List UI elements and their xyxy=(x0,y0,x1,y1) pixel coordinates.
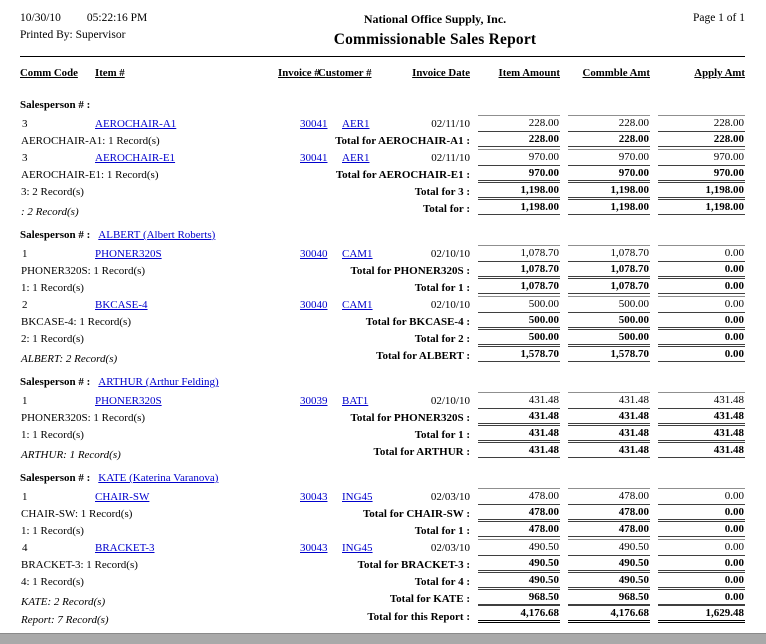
record-count-label: 4: 1 Record(s) xyxy=(21,576,84,588)
subtotal-row xyxy=(20,571,745,588)
amount-value: 228.00 xyxy=(658,131,745,147)
customer-link[interactable]: CAM1 xyxy=(342,248,373,260)
amount-value: 431.48 xyxy=(568,392,650,407)
total-label: Total for ARTHUR : xyxy=(373,446,470,458)
company-name: National Office Supply, Inc. xyxy=(363,12,507,26)
amount-value: 431.48 xyxy=(658,408,745,424)
subtotal-row xyxy=(20,328,745,345)
header-divider xyxy=(20,56,745,57)
amount-value: 500.00 xyxy=(478,329,560,345)
print-date: 10/30/10 xyxy=(20,12,61,24)
comm-code-value: 1 xyxy=(22,395,28,407)
column-header: Invoice # xyxy=(278,67,320,79)
salesperson-link[interactable]: ALBERT (Albert Roberts) xyxy=(98,229,216,241)
customer-link[interactable]: BAT1 xyxy=(342,395,369,407)
salesperson-label: Salesperson # : xyxy=(20,229,91,241)
amount-value: 1,198.00 xyxy=(478,199,560,215)
subtotal-row xyxy=(20,503,745,520)
amount-value: 478.00 xyxy=(568,521,650,537)
amount-value: 431.48 xyxy=(478,408,560,424)
record-count-label: 1: 1 Record(s) xyxy=(21,282,84,294)
column-header: Invoice Date xyxy=(412,67,470,79)
detail-row xyxy=(20,113,745,130)
salesperson-group-row xyxy=(20,458,745,486)
customer-link[interactable]: ING45 xyxy=(342,542,373,554)
customer-link[interactable]: ING45 xyxy=(342,491,373,503)
amount-value: 490.50 xyxy=(568,572,650,588)
invoice-link[interactable]: 30043 xyxy=(300,491,328,503)
invoice-date-value: 02/11/10 xyxy=(431,152,470,164)
amount-value: 0.00 xyxy=(658,312,745,328)
amount-value: 4,176.68 xyxy=(568,605,650,623)
report-title: Commissionable Sales Report xyxy=(333,31,537,48)
total-label: Total for 4 : xyxy=(414,576,470,588)
invoice-date-value: 02/10/10 xyxy=(430,248,470,260)
invoice-date-value: 02/10/10 xyxy=(430,395,470,407)
amount-value: 0.00 xyxy=(658,504,745,520)
record-count-label: BRACKET-3: 1 Record(s) xyxy=(21,559,138,571)
salesperson-label: Salesperson # : xyxy=(20,376,91,388)
amount-value: 970.00 xyxy=(568,165,650,181)
amount-value: 1,198.00 xyxy=(658,182,745,198)
item-link[interactable]: BKCASE-4 xyxy=(95,299,148,311)
subtotal-row xyxy=(20,407,745,424)
amount-value: 500.00 xyxy=(478,312,560,328)
column-header: Apply Amt xyxy=(694,67,745,79)
item-link[interactable]: CHAIR-SW xyxy=(95,491,150,503)
total-label: Total for AEROCHAIR-E1 : xyxy=(335,169,470,181)
amount-value: 0.00 xyxy=(658,521,745,537)
amount-value: 1,078.70 xyxy=(478,278,560,294)
comm-code-value: 4 xyxy=(22,542,28,554)
amount-value: 431.48 xyxy=(658,442,745,458)
amount-value: 1,578.70 xyxy=(478,346,560,362)
amount-value: 500.00 xyxy=(568,329,650,345)
amount-value: 0.00 xyxy=(658,539,745,554)
column-header: Item Amount xyxy=(498,67,560,79)
amount-value: 500.00 xyxy=(568,296,650,311)
amount-value: 0.00 xyxy=(658,555,745,571)
invoice-date-value: 02/11/10 xyxy=(431,118,470,130)
invoice-link[interactable]: 30040 xyxy=(300,248,328,260)
record-count-label: 2: 1 Record(s) xyxy=(21,333,84,345)
record-count-label: ARTHUR: 1 Record(s) xyxy=(21,449,121,461)
amount-value: 0.00 xyxy=(658,346,745,362)
amount-value: 228.00 xyxy=(568,115,650,130)
amount-value: 970.00 xyxy=(478,165,560,181)
header-center xyxy=(235,12,635,49)
subtotal-row xyxy=(20,181,745,198)
amount-value: 1,629.48 xyxy=(658,605,745,623)
amount-value: 0.00 xyxy=(658,261,745,277)
record-count-label: 3: 2 Record(s) xyxy=(21,186,84,198)
amount-value: 0.00 xyxy=(658,589,745,605)
customer-link[interactable]: CAM1 xyxy=(342,299,373,311)
amount-value: 478.00 xyxy=(478,521,560,537)
detail-row xyxy=(20,147,745,164)
salesperson-link[interactable]: ARTHUR (Arthur Felding) xyxy=(98,376,219,388)
total-label: Total for KATE : xyxy=(389,593,470,605)
salesperson-label: Salesperson # : xyxy=(20,472,91,484)
comm-code-value: 3 xyxy=(22,118,28,130)
total-label: Total for 2 : xyxy=(414,333,470,345)
total-label: Total for 3 : xyxy=(414,186,470,198)
record-count-label: Report: 7 Record(s) xyxy=(21,614,109,626)
column-header: Customer # xyxy=(318,67,372,79)
invoice-link[interactable]: 30041 xyxy=(300,152,328,164)
column-header: Commble Amt xyxy=(582,67,650,79)
report-total-row xyxy=(20,605,745,623)
subtotal-row xyxy=(20,311,745,328)
amount-value: 490.50 xyxy=(478,539,560,554)
column-header: Comm Code xyxy=(20,67,78,79)
amount-value: 970.00 xyxy=(478,149,560,164)
item-link[interactable]: PHONER320S xyxy=(95,248,162,260)
amount-value: 431.48 xyxy=(568,442,650,458)
amount-value: 0.00 xyxy=(658,278,745,294)
subtotal-row xyxy=(20,588,745,605)
column-headers xyxy=(20,67,745,82)
total-label: Total for CHAIR-SW : xyxy=(362,508,470,520)
amount-value: 228.00 xyxy=(478,131,560,147)
amount-value: 1,198.00 xyxy=(568,199,650,215)
amount-value: 490.50 xyxy=(568,555,650,571)
page-indicator: Page 1 of 1 xyxy=(692,12,745,24)
subtotal-row xyxy=(20,520,745,537)
amount-value: 431.48 xyxy=(478,392,560,407)
amount-value: 228.00 xyxy=(478,115,560,130)
amount-value: 490.50 xyxy=(478,572,560,588)
amount-value: 500.00 xyxy=(478,296,560,311)
amount-value: 968.50 xyxy=(568,589,650,605)
record-count-label: AEROCHAIR-A1: 1 Record(s) xyxy=(21,135,160,147)
amount-value: 1,078.70 xyxy=(478,261,560,277)
customer-link[interactable]: AER1 xyxy=(342,118,370,130)
amount-value: 478.00 xyxy=(478,504,560,520)
amount-value: 490.50 xyxy=(568,539,650,554)
subtotal-row xyxy=(20,260,745,277)
total-label: Total for BRACKET-3 : xyxy=(357,559,470,571)
record-count-label: ALBERT: 2 Record(s) xyxy=(21,353,118,365)
amount-value: 0.00 xyxy=(658,329,745,345)
record-count-label: BKCASE-4: 1 Record(s) xyxy=(21,316,131,328)
record-count-label: 1: 1 Record(s) xyxy=(21,429,84,441)
amount-value: 1,078.70 xyxy=(568,245,650,260)
total-label: Total for PHONER320S : xyxy=(350,265,470,277)
print-time: 05:22:16 PM xyxy=(86,12,148,24)
amount-value: 1,198.00 xyxy=(478,182,560,198)
amount-value: 228.00 xyxy=(658,115,745,130)
amount-value: 431.48 xyxy=(478,442,560,458)
amount-value: 431.48 xyxy=(658,392,745,407)
item-link[interactable]: AEROCHAIR-A1 xyxy=(95,118,177,130)
column-header: Item # xyxy=(95,67,125,79)
record-count-label: : 2 Record(s) xyxy=(21,206,79,218)
amount-value: 4,176.68 xyxy=(478,605,560,623)
amount-value: 970.00 xyxy=(658,165,745,181)
amount-value: 1,198.00 xyxy=(568,182,650,198)
invoice-link[interactable]: 30040 xyxy=(300,299,328,311)
report-rows xyxy=(20,85,745,626)
customer-link[interactable]: AER1 xyxy=(342,152,370,164)
amount-value: 500.00 xyxy=(568,312,650,328)
amount-value: 490.50 xyxy=(478,555,560,571)
header-left xyxy=(20,12,235,41)
record-count-label: AEROCHAIR-E1: 1 Record(s) xyxy=(21,169,159,181)
total-label: Total for ALBERT : xyxy=(376,350,470,362)
subtotal-row xyxy=(20,198,745,215)
amount-value: 1,078.70 xyxy=(478,245,560,260)
amount-value: 0.00 xyxy=(658,572,745,588)
record-count-label: PHONER320S: 1 Record(s) xyxy=(21,265,146,277)
salesperson-group-row xyxy=(20,215,745,243)
report-table xyxy=(20,85,745,626)
amount-value: 1,078.70 xyxy=(568,261,650,277)
amount-value: 1,578.70 xyxy=(568,346,650,362)
amount-value: 0.00 xyxy=(658,296,745,311)
record-count-label: 1: 1 Record(s) xyxy=(21,525,84,537)
item-link[interactable]: BRACKET-3 xyxy=(95,542,155,554)
amount-value: 968.50 xyxy=(478,589,560,605)
amount-value: 478.00 xyxy=(568,504,650,520)
detail-row xyxy=(20,294,745,311)
invoice-link[interactable]: 30043 xyxy=(300,542,328,554)
total-label: Total for 1 : xyxy=(414,429,470,441)
total-label: Total for 1 : xyxy=(414,525,470,537)
salesperson-link[interactable]: KATE (Katerina Varanova) xyxy=(98,472,219,484)
total-label: Total for BKCASE-4 : xyxy=(365,316,470,328)
item-link[interactable]: AEROCHAIR-E1 xyxy=(95,152,176,164)
amount-value: 228.00 xyxy=(568,131,650,147)
amount-value: 0.00 xyxy=(658,488,745,503)
record-count-label: PHONER320S: 1 Record(s) xyxy=(21,412,146,424)
invoice-date-value: 02/03/10 xyxy=(430,491,470,503)
subtotal-row xyxy=(20,554,745,571)
invoice-link[interactable]: 30041 xyxy=(300,118,328,130)
detail-row xyxy=(20,537,745,554)
horizontal-scrollbar[interactable] xyxy=(0,633,766,644)
amount-value: 431.48 xyxy=(658,425,745,441)
amount-value: 1,198.00 xyxy=(658,199,745,215)
amount-value: 970.00 xyxy=(568,149,650,164)
amount-value: 478.00 xyxy=(478,488,560,503)
amount-value: 0.00 xyxy=(658,245,745,260)
subtotal-row xyxy=(20,345,745,362)
subtotal-row xyxy=(20,164,745,181)
amount-value: 1,078.70 xyxy=(568,278,650,294)
amount-value: 478.00 xyxy=(568,488,650,503)
amount-value: 970.00 xyxy=(658,149,745,164)
record-count-label: CHAIR-SW: 1 Record(s) xyxy=(21,508,133,520)
detail-row xyxy=(20,243,745,260)
total-label: Total for 1 : xyxy=(414,282,470,294)
amount-value: 431.48 xyxy=(568,425,650,441)
salesperson-group-row xyxy=(20,85,745,113)
item-link[interactable]: PHONER320S xyxy=(95,395,162,407)
amount-value: 431.48 xyxy=(568,408,650,424)
invoice-link[interactable]: 30039 xyxy=(300,395,328,407)
comm-code-value: 3 xyxy=(22,152,28,164)
total-label: Total for : xyxy=(422,203,470,215)
comm-code-value: 2 xyxy=(22,299,28,311)
comm-code-value: 1 xyxy=(22,248,28,260)
subtotal-row xyxy=(20,424,745,441)
detail-row xyxy=(20,486,745,503)
invoice-date-value: 02/10/10 xyxy=(430,299,470,311)
total-label: Total for PHONER320S : xyxy=(350,412,470,424)
total-label: Total for AEROCHAIR-A1 : xyxy=(335,135,470,147)
comm-code-value: 1 xyxy=(22,491,28,503)
detail-row xyxy=(20,390,745,407)
report-header xyxy=(20,12,745,49)
subtotal-row xyxy=(20,441,745,458)
salesperson-group-row xyxy=(20,362,745,390)
total-label: Total for this Report : xyxy=(367,611,470,623)
amount-value: 431.48 xyxy=(478,425,560,441)
record-count-label: KATE: 2 Record(s) xyxy=(21,596,106,608)
salesperson-label: Salesperson # : xyxy=(20,99,91,111)
printed-by: Printed By: Supervisor xyxy=(20,29,126,41)
subtotal-row xyxy=(20,277,745,294)
subtotal-row xyxy=(20,130,745,147)
invoice-date-value: 02/03/10 xyxy=(430,542,470,554)
